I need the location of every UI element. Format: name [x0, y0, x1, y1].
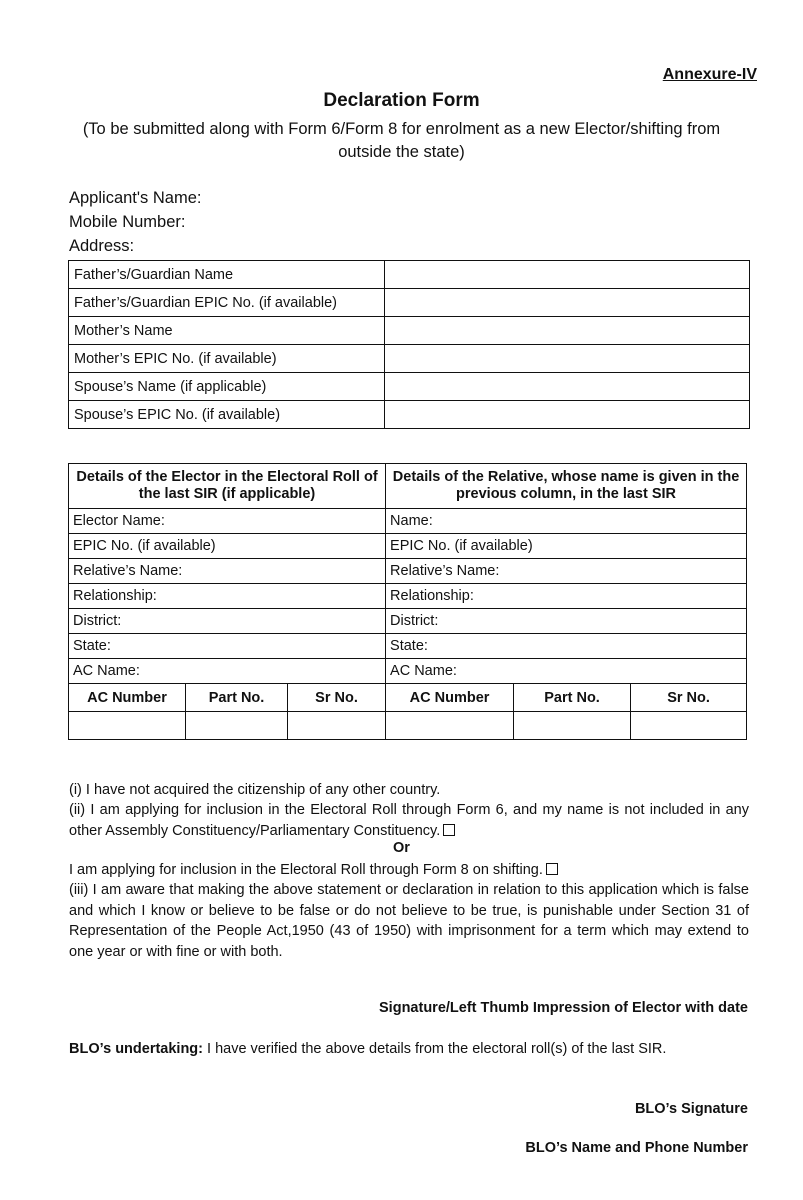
table-row: [69, 534, 747, 559]
elector-state-field[interactable]: State:: [69, 634, 386, 659]
declaration-item-i: (i) I have not acquired the citizenship of any other country.: [69, 782, 441, 798]
annexure-label: Annexure-IV: [662, 66, 757, 83]
relative-part-no-field[interactable]: [514, 712, 631, 740]
relative-ac-number-header: AC Number: [386, 684, 514, 712]
mother-epic-label: Mother’s EPIC No. (if available): [69, 345, 385, 373]
parents-details-table: [68, 260, 750, 429]
elector-part-no-field[interactable]: [186, 712, 288, 740]
declaration-item-ii-text: (ii) I am applying for inclusion in the Electoral Roll through Form 6, and my name is not included in any other Assembly Constituency/Parliamentary Constituency.: [69, 802, 749, 839]
elector-sr-no-header: Sr No.: [288, 684, 386, 712]
table-row: [69, 634, 747, 659]
father-epic-label: Father’s/Guardian EPIC No. (if available): [69, 289, 385, 317]
form6-checkbox[interactable]: [443, 824, 455, 836]
relative-relationship-field[interactable]: Relationship:: [386, 584, 747, 609]
table-row: [69, 373, 750, 401]
applicant-name-label: Applicant's Name:: [69, 189, 202, 207]
elector-relative-name-field[interactable]: Relative’s Name:: [69, 559, 386, 584]
blo-signature-label: BLO’s Signature: [634, 1101, 748, 1117]
relative-district-field[interactable]: District:: [386, 609, 747, 634]
table-row: [69, 345, 750, 373]
spouse-epic-field[interactable]: [385, 401, 750, 429]
elector-ac-number-field[interactable]: [69, 712, 186, 740]
relative-part-no-header: Part No.: [514, 684, 631, 712]
mobile-number-label: Mobile Number:: [69, 213, 186, 231]
spouse-epic-label: Spouse’s EPIC No. (if available): [69, 401, 385, 429]
declaration-form8: [69, 860, 749, 881]
declaration-item-iii: (iii) I am aware that making the above statement or declaration in relation to this application which is false and which I know or believe to be false or do not believe to be true, is punishable under Section 31 of Representation of the People Act,1950 (43 of 1950) with imprisonment for a term which may extend to one year or with fine or with both.: [69, 882, 749, 960]
relative-ac-name-field[interactable]: AC Name:: [386, 659, 747, 684]
mother-name-label: Mother’s Name: [69, 317, 385, 345]
father-epic-field[interactable]: [385, 289, 750, 317]
or-separator: Or: [393, 840, 410, 856]
page-title: Declaration Form: [323, 90, 480, 111]
blo-undertaking-label: BLO’s undertaking:: [69, 1041, 203, 1057]
elector-relationship-field[interactable]: Relationship:: [69, 584, 386, 609]
elector-sr-no-field[interactable]: [288, 712, 386, 740]
blo-undertaking-text: I have verified the above details from the electoral roll(s) of the last SIR.: [203, 1041, 667, 1057]
table-row: [69, 684, 747, 712]
declaration-item-ii: [69, 800, 749, 841]
relative-relative-name-field[interactable]: Relative’s Name:: [386, 559, 747, 584]
table-row: [69, 401, 750, 429]
blo-undertaking: [69, 1041, 666, 1057]
mother-epic-field[interactable]: [385, 345, 750, 373]
relative-sr-no-header: Sr No.: [631, 684, 747, 712]
spouse-name-field[interactable]: [385, 373, 750, 401]
form8-checkbox[interactable]: [546, 863, 558, 875]
relative-details-header: Details of the Relative, whose name is given in the previous column, in the last SIR: [386, 464, 747, 509]
electoral-roll-table: [68, 463, 747, 740]
relative-epic-field[interactable]: EPIC No. (if available): [386, 534, 747, 559]
table-row: [69, 712, 747, 740]
table-row: [69, 609, 747, 634]
blo-name-phone-label: BLO’s Name and Phone Number: [525, 1140, 748, 1156]
relative-name-field[interactable]: Name:: [386, 509, 747, 534]
table-row: [69, 289, 750, 317]
elector-district-field[interactable]: District:: [69, 609, 386, 634]
elector-signature-label: Signature/Left Thumb Impression of Elector with date: [379, 1000, 748, 1016]
declaration-form8-text: I am applying for inclusion in the Electoral Roll through Form 8 on shifting.: [69, 862, 543, 878]
elector-details-header: Details of the Elector in the Electoral Roll of the last SIR (if applicable): [69, 464, 386, 509]
table-row: [69, 559, 747, 584]
elector-name-field[interactable]: Elector Name:: [69, 509, 386, 534]
relative-state-field[interactable]: State:: [386, 634, 747, 659]
page-subtitle: (To be submitted along with Form 6/Form 8 for enrolment as a new Elector/shifting from outside the state): [82, 120, 721, 161]
elector-epic-field[interactable]: EPIC No. (if available): [69, 534, 386, 559]
elector-part-no-header: Part No.: [186, 684, 288, 712]
table-row: [69, 261, 750, 289]
mother-name-field[interactable]: [385, 317, 750, 345]
relative-sr-no-field[interactable]: [631, 712, 747, 740]
address-label: Address:: [69, 237, 135, 255]
table-header-row: [69, 464, 747, 509]
table-row: [69, 659, 747, 684]
father-name-label: Father’s/Guardian Name: [69, 261, 385, 289]
table-row: [69, 584, 747, 609]
father-name-field[interactable]: [385, 261, 750, 289]
table-row: [69, 509, 747, 534]
spouse-name-label: Spouse’s Name (if applicable): [69, 373, 385, 401]
elector-ac-number-header: AC Number: [69, 684, 186, 712]
elector-ac-name-field[interactable]: AC Name:: [69, 659, 386, 684]
table-row: [69, 317, 750, 345]
relative-ac-number-field[interactable]: [386, 712, 514, 740]
